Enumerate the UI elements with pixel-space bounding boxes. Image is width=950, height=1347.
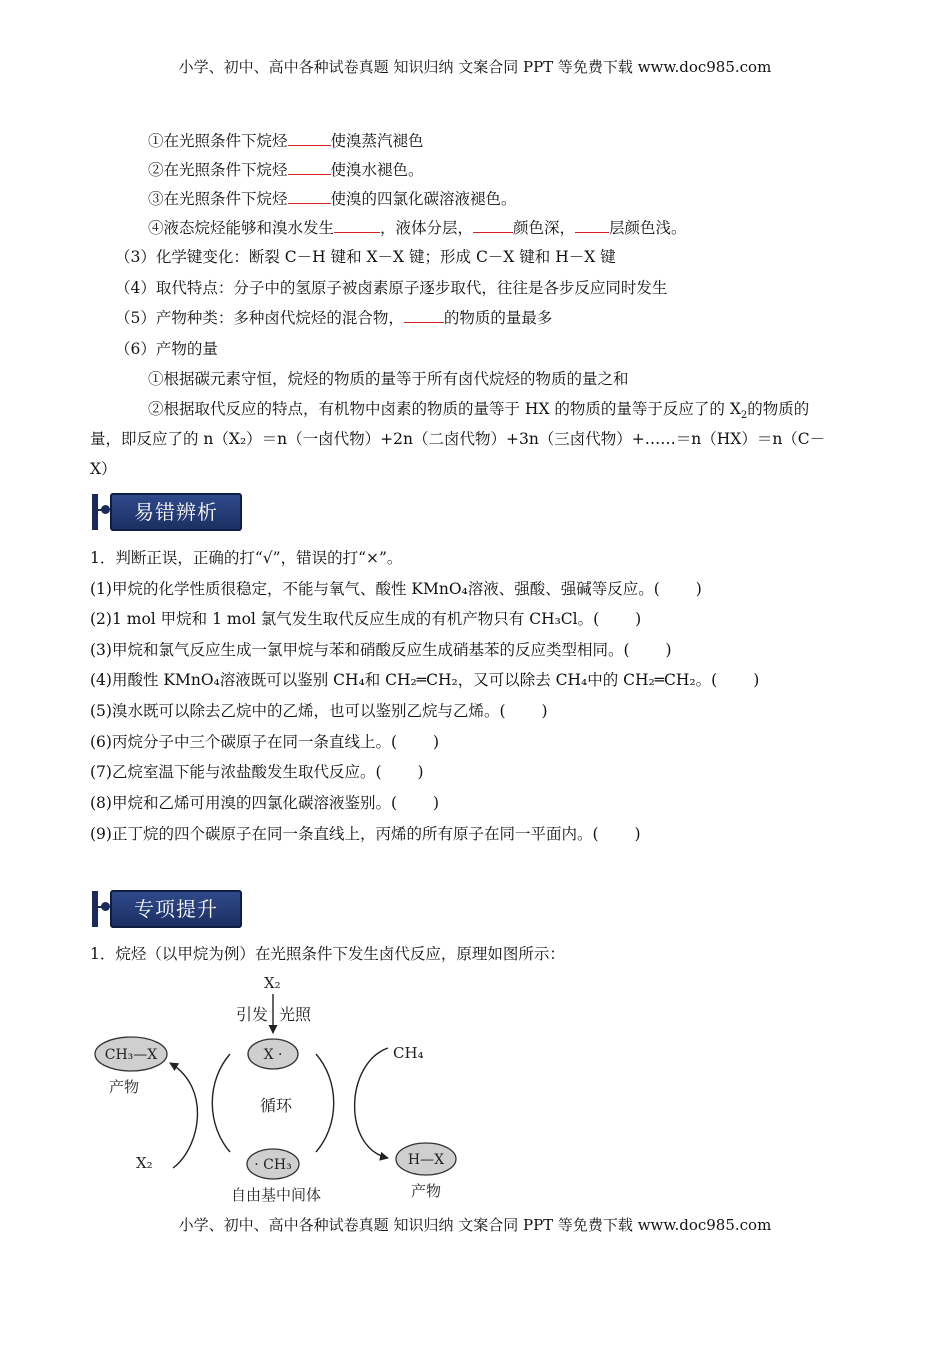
point-4: （4）取代特点：分子中的氢原子被卤素原子逐步取代，往往是各步反应同时发生 [115, 279, 668, 297]
judge-text: (9)正丁烷的四个碳原子在同一条直线上，丙烯的所有原子在同一平面内。( [90, 825, 599, 843]
point-6-sub-1: ①根据碳元素守恒，烷烃的物质的量等于所有卤代烷烃的物质的量之和 [148, 370, 629, 388]
item-4-text-d: 层颜色浅。 [609, 219, 687, 237]
point-6: （6）产物的量 [115, 340, 218, 358]
judge-text: (3)甲烷和氯气反应生成一氯甲烷与苯和硝酸反应生成硝基苯的反应类型相同。( [90, 641, 630, 659]
point-5-text-a: （5）产物种类：多种卤代烷烃的混合物， [115, 309, 404, 327]
propagation-arrow-left [170, 1063, 197, 1168]
badge-dot [101, 505, 110, 514]
item-2-text-b: 使溴水褪色。 [330, 161, 424, 179]
judge-item-4 [90, 670, 759, 690]
init-label: 引发 [236, 1005, 269, 1024]
ch3-radical-label: · CH₃ [254, 1157, 292, 1173]
judge-item-9 [90, 824, 641, 844]
point-5 [115, 308, 552, 328]
item-3-text-a: ③在光照条件下烷烃 [148, 190, 288, 208]
judge-text: (1)甲烷的化学性质很稳定，不能与氧气、酸性 KMnO₄溶液、强酸、强碱等反应。( [90, 580, 660, 598]
page-header: 小学、初中、高中各种试卷真题 知识归纳 文案合同 PPT 等免费下载 www.doc985.com [178, 58, 772, 76]
point-6-sub-2-text-b: 的物质的 [747, 400, 810, 418]
judge-text: (6)丙烷分子中三个碳原子在同一条直线上。( [90, 733, 398, 751]
answer-blank[interactable] [288, 131, 331, 146]
judge-text: (7)乙烷室温下能与浓盐酸发生取代反应。( [90, 763, 382, 781]
item-2 [148, 160, 424, 180]
x2-top-label: X₂ [264, 974, 281, 992]
judge-intro: 1．判断正误，正确的打“√”，错误的打“×”。 [90, 549, 403, 567]
badge-bar [92, 891, 98, 927]
answer-blank[interactable] [404, 308, 444, 323]
section-badge-special [90, 888, 242, 928]
halogenation-cycle-diagram [90, 968, 470, 1208]
judge-text: (8)甲烷和乙烯可用溴的四氯化碳溶液鉴别。( [90, 794, 398, 812]
hx-label: H—X [407, 1152, 445, 1168]
answer-blank[interactable] [575, 218, 609, 233]
point-6-formula-end: X） [90, 460, 117, 478]
point-5-text-b: 的物质的量最多 [443, 309, 553, 327]
point-6-sub-2 [148, 399, 809, 426]
item-4-text-a: ④液态烷烃能够和溴水发生 [148, 219, 335, 237]
subscript: 2 [740, 410, 748, 422]
close-paren: ) [433, 733, 440, 751]
point-6-formula: 量，即反应了的 n（X₂）＝n（一卤代物）+2n（二卤代物）+3n（三卤代物）+……＝n（HX）＝n（C－ [90, 430, 826, 448]
product-right-label: 产物 [411, 1182, 442, 1200]
answer-blank[interactable] [473, 218, 513, 233]
close-paren: ) [635, 610, 642, 628]
item-1 [148, 131, 424, 151]
ch3x-label: CH₃—X [104, 1047, 158, 1063]
judge-item-3 [90, 640, 672, 660]
answer-blank[interactable] [288, 189, 331, 204]
close-paren: ) [753, 671, 760, 689]
light-label: 光照 [279, 1005, 312, 1024]
section-title: 专项提升 [110, 890, 242, 928]
special-intro: 1．烷烃（以甲烷为例）在光照条件下发生卤代反应，原理如图所示： [90, 945, 565, 963]
ch4-label: CH₄ [393, 1044, 424, 1062]
page-footer: 小学、初中、高中各种试卷真题 知识归纳 文案合同 PPT 等免费下载 www.doc985.com [178, 1216, 772, 1234]
propagation-arrow-right [355, 1048, 388, 1158]
section-title: 易错辨析 [110, 493, 242, 531]
judge-item-7 [90, 762, 424, 782]
item-2-text-a: ②在光照条件下烷烃 [148, 161, 288, 179]
cycle-label: 循环 [260, 1096, 293, 1115]
close-paren: ) [695, 580, 702, 598]
close-paren: ) [634, 825, 641, 843]
badge-dot [101, 902, 110, 911]
answer-blank[interactable] [334, 218, 380, 233]
product-left-label: 产物 [109, 1078, 140, 1096]
section-badge-errors [90, 491, 242, 531]
judge-item-1 [90, 579, 702, 599]
cycle-left-arc [212, 1054, 230, 1152]
item-4-text-b: ，液体分层， [380, 219, 474, 237]
close-paren: ) [665, 641, 672, 659]
item-4-text-c: 颜色深， [513, 219, 576, 237]
judge-item-5 [90, 701, 548, 721]
close-paren: ) [433, 794, 440, 812]
judge-item-2 [90, 609, 641, 629]
judge-text: (5)溴水既可以除去乙烷中的乙烯，也可以鉴别乙烷与乙烯。( [90, 702, 506, 720]
close-paren: ) [417, 763, 424, 781]
item-3 [148, 189, 517, 209]
x2-bottom-label: X₂ [136, 1154, 153, 1172]
judge-text: (4)用酸性 KMnO₄溶液既可以鉴别 CH₄和 CH₂═CH₂，又可以除去 CH₄中的 CH₂═CH₂。( [90, 671, 718, 689]
judge-item-8 [90, 793, 439, 813]
intermediate-label: 自由基中间体 [231, 1186, 322, 1204]
judge-text: (2)1 mol 甲烷和 1 mol 氯气发生取代反应生成的有机产物只有 CH₃Cl。( [90, 610, 600, 628]
badge-bar [92, 494, 98, 530]
point-6-sub-2-text-a: ②根据取代反应的特点，有机物中卤素的物质的量等于 HX 的物质的量等于反应了的 X [148, 400, 741, 418]
x-radical-label: X · [263, 1047, 283, 1063]
point-3: （3）化学键变化：断裂 C－H 键和 X－X 键；形成 C－X 键和 H－X 键 [115, 248, 616, 266]
item-3-text-b: 使溴的四氯化碳溶液褪色。 [330, 190, 517, 208]
answer-blank[interactable] [288, 160, 331, 175]
cycle-right-arc [316, 1054, 334, 1152]
item-1-text-b: 使溴蒸汽褪色 [330, 132, 424, 150]
item-1-text-a: ①在光照条件下烷烃 [148, 132, 288, 150]
close-paren: ) [541, 702, 548, 720]
item-4 [148, 218, 687, 238]
judge-item-6 [90, 732, 439, 752]
